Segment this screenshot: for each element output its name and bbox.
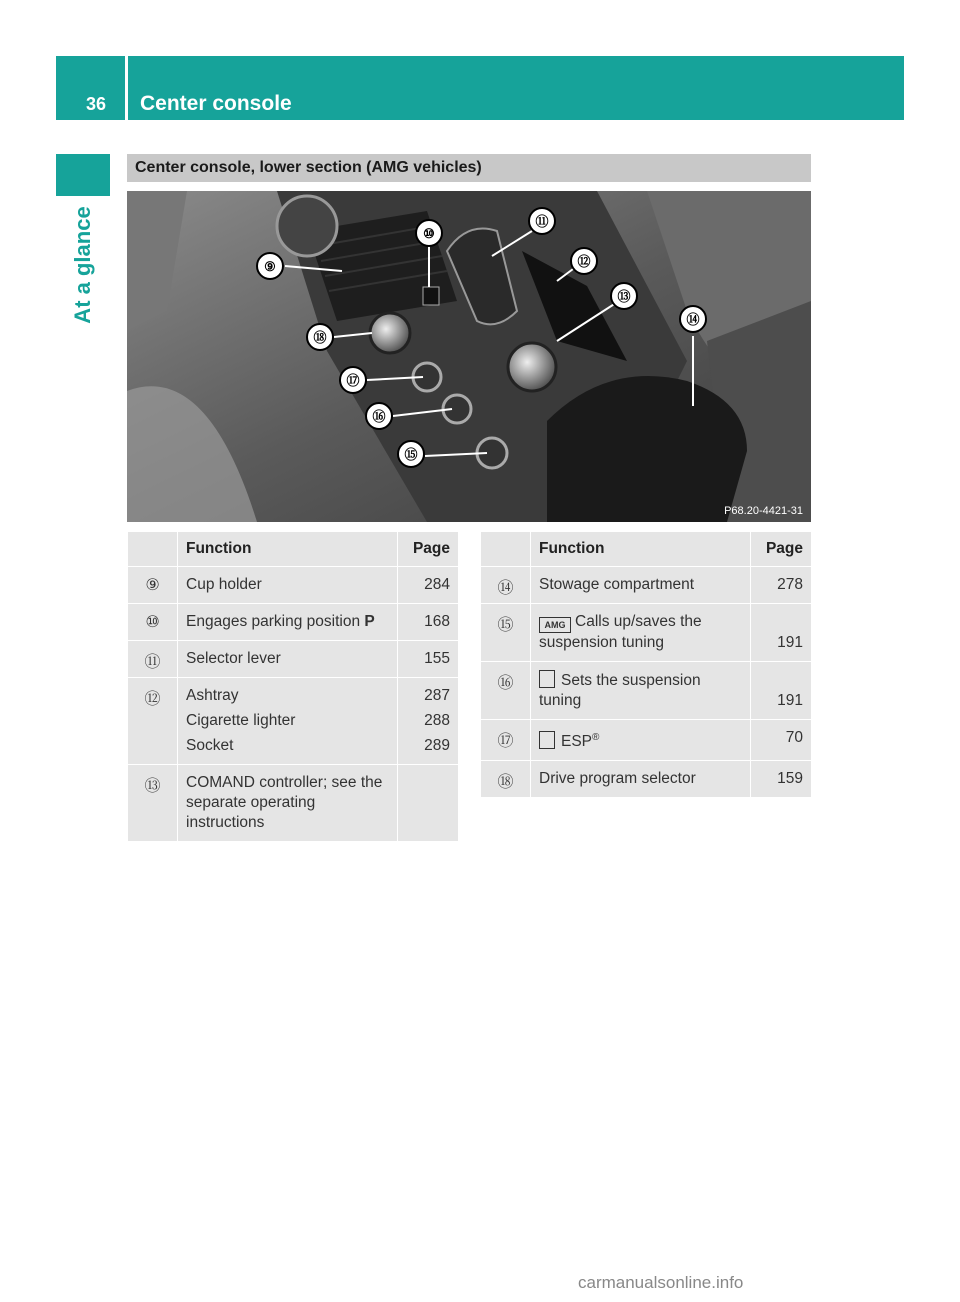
callout-14: ⑭: [686, 312, 700, 327]
callout-10: ⑩: [423, 226, 435, 241]
column-header-page: Page: [751, 532, 812, 567]
footer-watermark: carmanualsonline.info: [578, 1273, 744, 1292]
table-row: [481, 662, 812, 720]
callout-18: ⑱: [313, 330, 327, 345]
item-number: ⑱: [481, 761, 531, 798]
column-header-number: [128, 532, 178, 567]
figure-code: P68.20-4421-31: [724, 505, 803, 517]
side-tab-label: At a glance: [70, 206, 95, 324]
item-number: ⑨: [128, 567, 178, 604]
item-function: [178, 678, 398, 765]
table-row: [128, 641, 459, 678]
item-function: Drive program selector: [531, 761, 751, 798]
table-row: [481, 720, 812, 761]
page-ref-group: [398, 678, 459, 765]
esp-off-icon: [539, 731, 555, 749]
item-number: ⑮: [481, 604, 531, 662]
item-function: ESP®: [531, 720, 751, 761]
table-row: [128, 567, 459, 604]
suspension-icon: [539, 670, 555, 688]
item-function: COMAND controller; see the separate operating instructions: [178, 765, 398, 842]
table-row: [128, 678, 459, 765]
page-ref[interactable]: 155: [398, 641, 459, 678]
registered-mark: ®: [592, 732, 600, 743]
column-header-page: Page: [398, 532, 459, 567]
item-function: Selector lever: [178, 641, 398, 678]
callout-17: ⑰: [346, 373, 360, 388]
item-function: Engages parking position P: [178, 604, 398, 641]
callout-13: ⑬: [617, 289, 631, 304]
page-title: Center console: [140, 92, 292, 115]
parking-position-letter: P: [364, 613, 375, 630]
side-tab-block: [56, 154, 110, 196]
page-ref[interactable]: 288: [424, 712, 450, 729]
callout-11: ⑪: [535, 214, 549, 229]
table-row: [128, 604, 459, 641]
page-ref[interactable]: 278: [751, 567, 812, 604]
table-row: [481, 761, 812, 798]
item-number: ⑬: [128, 765, 178, 842]
item-number: ⑩: [128, 604, 178, 641]
console-photo: [127, 191, 811, 522]
item-number: ⑰: [481, 720, 531, 761]
callout-16: ⑯: [372, 409, 386, 424]
item-function: Stowage compartment: [531, 567, 751, 604]
item-number: ⑭: [481, 567, 531, 604]
item-number: ⑯: [481, 662, 531, 720]
page-ref[interactable]: 191: [751, 604, 812, 662]
page-ref[interactable]: 70: [751, 720, 812, 761]
item-number: ⑪: [128, 641, 178, 678]
item-function: AMG Calls up/saves the suspension tuning: [531, 604, 751, 662]
page-ref[interactable]: 289: [424, 737, 450, 754]
sub-item: Ashtray: [186, 687, 239, 704]
amg-icon: AMG: [539, 617, 571, 633]
page-ref[interactable]: 191: [751, 662, 812, 720]
table-row: [128, 765, 459, 842]
function-table-left: [127, 531, 459, 842]
function-table-right: [480, 531, 812, 798]
callout-12: ⑫: [577, 254, 591, 269]
page-ref[interactable]: 287: [424, 687, 450, 704]
header-divider: [125, 56, 128, 120]
sub-item: Cigarette lighter: [186, 712, 296, 729]
item-number: ⑫: [128, 678, 178, 765]
column-header-function: Function: [178, 532, 398, 567]
page-number: 36: [86, 94, 107, 114]
table-row: [481, 567, 812, 604]
section-heading: Center console, lower section (AMG vehicles): [127, 154, 811, 182]
item-function: Cup holder: [178, 567, 398, 604]
callout-9: ⑨: [264, 259, 276, 274]
page-ref: [398, 765, 459, 842]
column-header-function: Function: [531, 532, 751, 567]
page-ref[interactable]: 159: [751, 761, 812, 798]
sub-item: Socket: [186, 737, 234, 754]
callout-15: ⑮: [404, 447, 418, 462]
page-ref[interactable]: 168: [398, 604, 459, 641]
column-header-number: [481, 532, 531, 567]
table-row: [481, 604, 812, 662]
page-ref[interactable]: 284: [398, 567, 459, 604]
item-function: Sets the suspension tuning: [531, 662, 751, 720]
